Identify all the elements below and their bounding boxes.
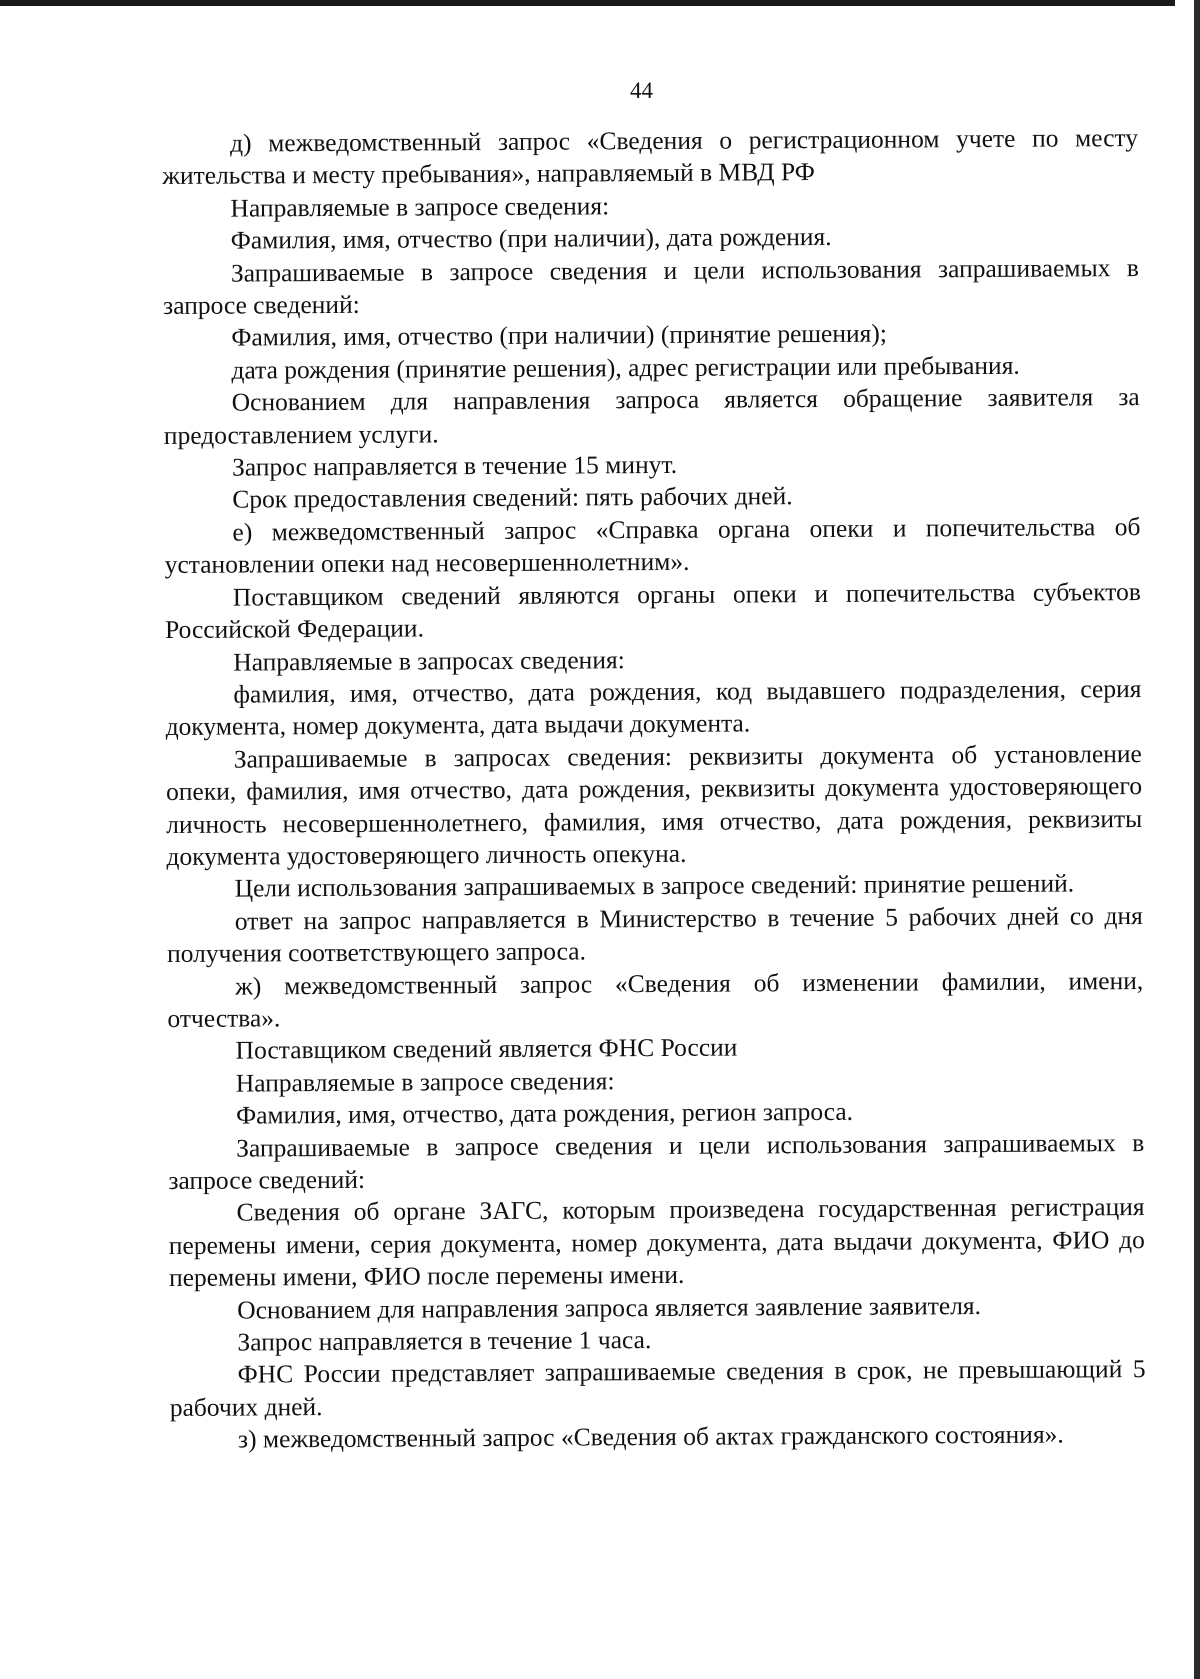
paragraph-sent-data-fields-3: Фамилия, имя, отчество, дата рождения, регион запроса. (235, 1096, 854, 1130)
paragraph-requested-data-guardianship: Запрашиваемые в запросах сведения: реквизиты документа об установление опеки, фамилия, имя отчество, дата рождения, реквизиты документа удостоверяющего личность несовершеннолетнего, фамилия, имя отчество, дата рождения, реквизиты документа удостоверяющего личность опекуна. (165, 738, 1143, 871)
paragraph-sent-data-label-2: Направляемые в запросах сведения: (233, 644, 625, 677)
paragraph-item-zh-request: ж) межведомственный запрос «Сведения об изменении фамилии, имени, отчества». (167, 965, 1144, 1033)
paragraph-response-deadline: Срок предоставления сведений: пять рабочих дней. (232, 481, 793, 515)
paragraph-requested-name: Фамилия, имя, отчество (при наличии) (принятие решения); (231, 319, 887, 353)
document-body (162, 122, 1146, 1457)
scan-top-edge (0, 0, 1175, 6)
paragraph-request-timing: Запрос направляется в течение 15 минут. (231, 449, 678, 482)
paragraph-item-e-request: е) межведомственный запрос «Справка органа опеки и попечительства об установлении опеки над несовершеннолетним». (164, 511, 1141, 580)
paragraph-request-basis: Основанием для направления запроса является обращение заявителя за предоставлением услуги. (163, 382, 1140, 450)
paragraph-requested-data-label-3: Запрашиваемые в запросе сведения и цели использования запрашиваемых в запросе сведений: (168, 1127, 1145, 1195)
paragraph-request-basis-3: Основанием для направления запроса является заявление заявителя. (237, 1290, 982, 1325)
paragraph-item-z-request: з) межведомственный запрос «Сведения об актах гражданского состояния». (237, 1419, 1064, 1454)
paragraph-requested-data-label: Запрашиваемые в запросе сведения и цели использования запрашиваемых в запросе сведений: (162, 252, 1139, 321)
paragraph-fns-provider: Поставщиком сведений является ФНС России (235, 1032, 738, 1065)
paragraph-item-d-request: д) межведомственный запрос «Сведения о регистрационном учете по месту жительства и месту пребывания», направляемый в МВД РФ (162, 123, 1139, 191)
page-number: 44 (630, 78, 653, 103)
paragraph-request-timing-3: Запрос направляется в течение 1 часа. (237, 1325, 652, 1357)
paragraph-response-ministry: ответ на запрос направляется в Министерство в течение 5 рабочих дней со дня получения соответствующего запроса. (166, 900, 1143, 969)
paragraph-sent-data-label-3: Направляемые в запросе сведения: (235, 1066, 615, 1098)
paragraph-sent-data-fields: Фамилия, имя, отчество (при наличии), дата рождения. (230, 222, 832, 255)
scan-right-edge (1194, 0, 1200, 1679)
paragraph-guardianship-provider: Поставщиком сведений являются органы опеки и попечительства субъектов Российской Федерации. (164, 576, 1141, 645)
paragraph-sent-data-label: Направляемые в запросе сведения: (230, 191, 610, 223)
paragraph-sent-data-fields-2: фамилия, имя, отчество, дата рождения, код выдавшего подразделения, серия документа, номер документа, дата выдачи документа. (165, 673, 1142, 742)
paragraph-requested-birth-address: дата рождения (принятие решения), адрес регистрации или пребывания. (231, 350, 1020, 385)
paragraph-fns-deadline: ФНС России представляет запрашиваемые сведения в срок, не превышающий 5 рабочих дней. (169, 1354, 1146, 1422)
paragraph-zags-details: Сведения об органе ЗАГС, которым произведена государственная регистрация перемены имени, серия документа, номер документа, дата выдачи документа, ФИО до перемены имени, ФИО после перемены имени. (168, 1192, 1145, 1293)
paragraph-purpose: Цели использования запрашиваемых в запросе сведений: принятие решений. (234, 868, 1075, 903)
